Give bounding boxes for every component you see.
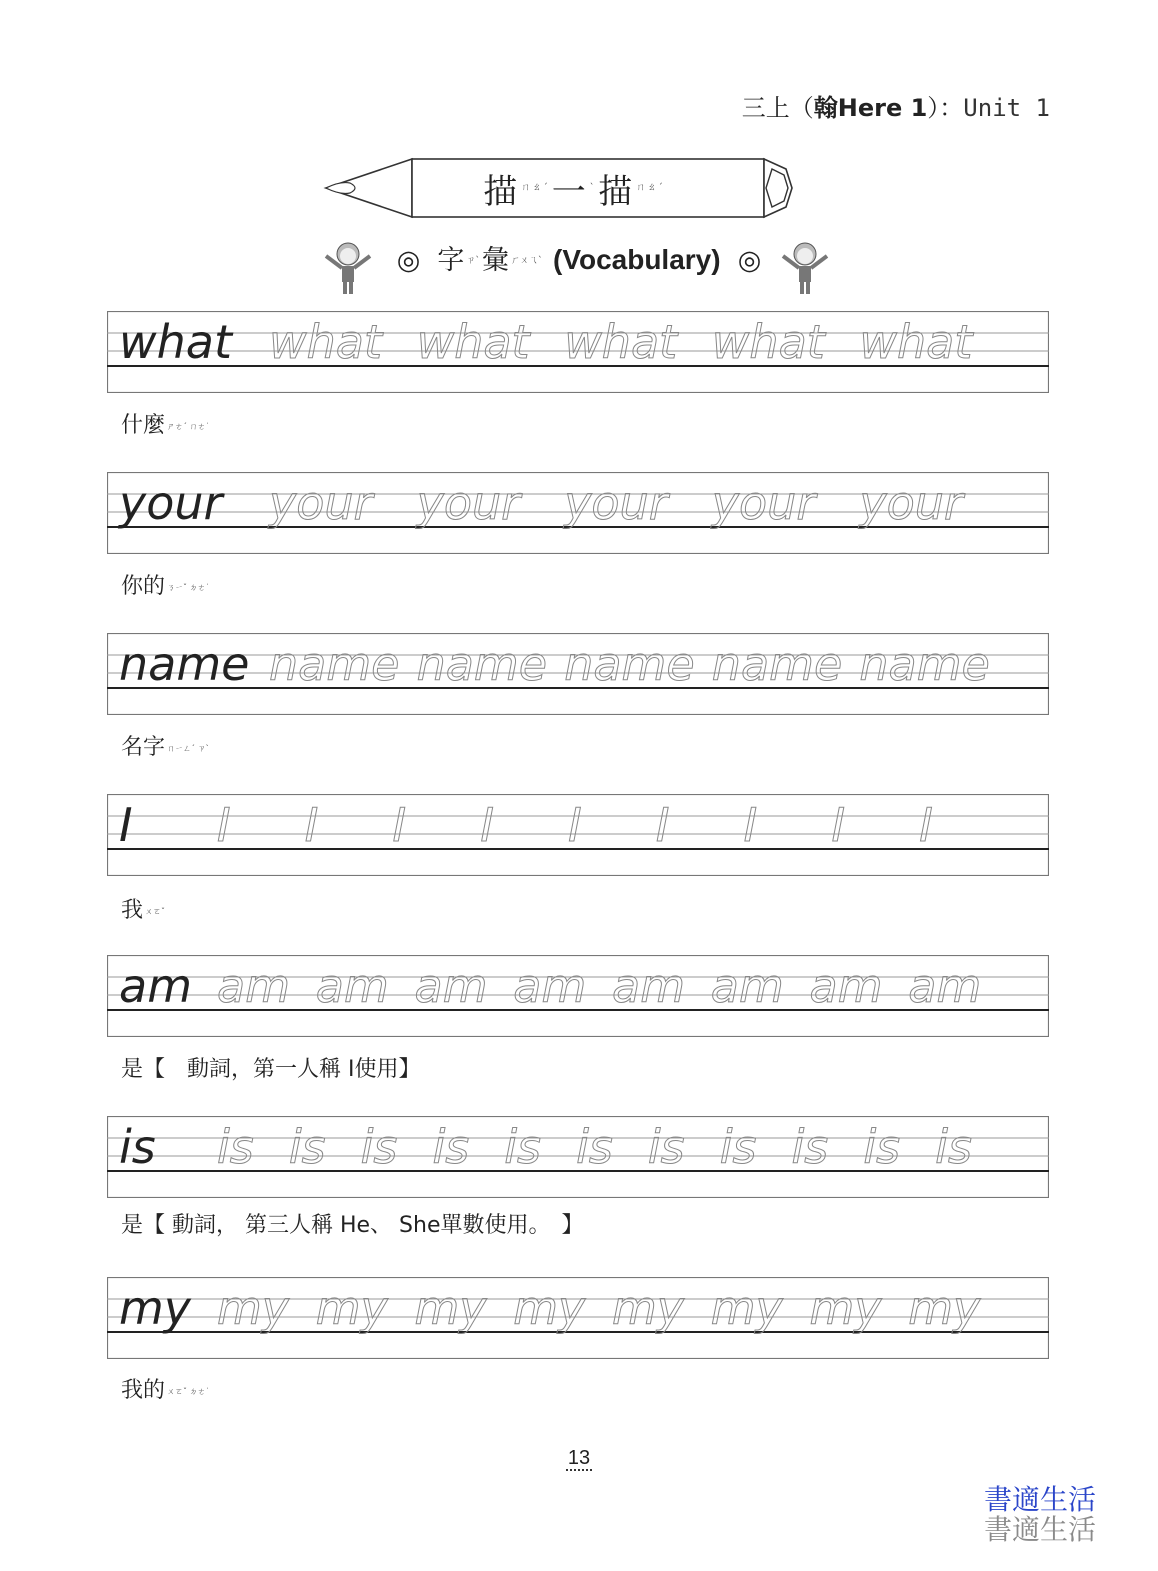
practice-row-name [107, 633, 1049, 715]
practice-row-i [107, 794, 1049, 876]
practice-row-am [107, 955, 1049, 1037]
circle-mark: ◎ [737, 245, 762, 276]
meaning-text: 是【 動詞，第一人稱 I使用】 [121, 1057, 421, 1082]
meaning-text: 我的 [121, 1378, 166, 1403]
kid-cheering-icon [775, 236, 835, 296]
heading-char: 字 [437, 245, 465, 276]
practice-row-your [107, 472, 1049, 554]
trace-word: am [217, 959, 290, 1013]
trace-word: I [919, 798, 933, 852]
model-word: what [119, 315, 233, 369]
word-meaning [121, 893, 167, 924]
trace-word: am [414, 959, 488, 1013]
word-meaning [121, 408, 212, 439]
trace-word: is [935, 1120, 972, 1174]
trace-word: is [647, 1120, 685, 1174]
model-word: I [119, 798, 133, 852]
title-char: 一 [551, 171, 588, 212]
word-meaning [121, 1208, 584, 1239]
trace-word: am [809, 959, 883, 1013]
header-suffix: ）： [927, 94, 964, 122]
meaning-ruby: ㄨㄛˇ ㄉㄜ˙ [167, 1386, 210, 1396]
trace-word: what [859, 315, 973, 369]
circle-mark: ◎ [396, 245, 421, 276]
trace-word: name [416, 637, 548, 691]
watermark-logo: 書適生活 [983, 1483, 1096, 1516]
title-char: 描 [483, 171, 520, 212]
meaning-text: 名字 [121, 735, 166, 760]
trace-word: is [863, 1120, 901, 1174]
page-number [0, 1447, 1158, 1470]
watermark-logo-shadow: 書適生活 [983, 1513, 1096, 1546]
trace-word: name [859, 637, 990, 691]
trace-word: your [711, 476, 816, 530]
meaning-text: 什麼 [121, 413, 166, 438]
trace-word: my [513, 1281, 586, 1335]
trace-word: my [612, 1281, 685, 1335]
model-word: your [119, 476, 223, 530]
heading-ruby: ㄏㄨㄟˋ [510, 256, 543, 266]
trace-word: my [710, 1281, 783, 1335]
model-word: name [119, 637, 250, 691]
trace-word: is [360, 1120, 398, 1174]
trace-word: I [392, 798, 407, 852]
trace-word: name [711, 637, 843, 691]
trace-word: what [269, 315, 383, 369]
trace-word: I [568, 798, 582, 852]
trace-word: I [480, 798, 494, 852]
trace-word: I [304, 798, 319, 852]
heading-char: 彙 [481, 245, 509, 276]
word-meaning [121, 730, 212, 761]
meaning-text: 你的 [121, 574, 166, 599]
trace-word: is [576, 1120, 613, 1174]
trace-word: I [831, 798, 846, 852]
trace-word: am [908, 959, 982, 1013]
trace-word: am [710, 959, 784, 1013]
trace-word: my [315, 1281, 388, 1335]
word-meaning [121, 1052, 420, 1083]
trace-word: my [809, 1281, 882, 1335]
meaning-ruby: ㄇㄧㄥˊ ㄗˋ [167, 743, 210, 753]
meaning-text: 是【 動詞， 第三人稱 He、 She單數使用。 】 [121, 1213, 584, 1238]
practice-row-what [107, 311, 1049, 393]
title-ruby: ㄇㄠˊ [636, 182, 665, 193]
trace-word: what [564, 315, 678, 369]
practice-row-is [107, 1116, 1049, 1198]
header-unit: Unit 1 [963, 94, 1050, 122]
word-meaning [121, 569, 212, 600]
heading-ruby: ㄗˋ [466, 256, 480, 266]
title-ruby: ㄇㄠˊ [521, 182, 550, 193]
trace-word: is [791, 1120, 829, 1174]
section-title [415, 160, 735, 216]
practice-row-my [107, 1277, 1049, 1359]
word-meaning [121, 1373, 212, 1404]
meaning-ruby: ㄨㄛˇ [145, 906, 166, 916]
trace-word: what [416, 315, 530, 369]
trace-word: your [269, 476, 373, 530]
trace-word: is [288, 1120, 326, 1174]
trace-word: is [217, 1120, 254, 1174]
trace-word: your [859, 476, 963, 530]
trace-word: name [564, 637, 695, 691]
trace-word: is [719, 1120, 757, 1174]
model-word: is [119, 1120, 156, 1174]
trace-word: my [414, 1281, 487, 1335]
heading-english: (Vocabulary) [553, 244, 721, 275]
trace-word: name [269, 637, 400, 691]
vocabulary-heading [0, 238, 1158, 277]
trace-word: my [908, 1281, 981, 1335]
trace-word: your [564, 476, 668, 530]
page-header [742, 88, 1050, 123]
meaning-ruby: ㄕㄜˊ ㄇㄜ˙ [167, 421, 210, 431]
meaning-text: 我 [121, 898, 144, 923]
header-book: 翰Here 1 [813, 94, 928, 122]
trace-word: am [513, 959, 587, 1013]
title-ruby: ˋ [589, 182, 597, 193]
title-char: 描 [598, 171, 635, 212]
trace-word: I [655, 798, 670, 852]
trace-word: my [217, 1281, 290, 1335]
trace-word: I [743, 798, 758, 852]
trace-word: I [217, 798, 231, 852]
model-word: my [119, 1281, 192, 1335]
trace-word: is [432, 1120, 470, 1174]
page-number-text: 13 [567, 1447, 591, 1469]
meaning-ruby: ㄋㄧˇ ㄉㄜ˙ [167, 582, 210, 592]
header-prefix: 三上（ [741, 94, 814, 122]
model-word: am [119, 959, 192, 1013]
trace-word: am [315, 959, 389, 1013]
trace-word: your [416, 476, 521, 530]
trace-word: what [711, 315, 825, 369]
trace-word: is [504, 1120, 542, 1174]
trace-word: am [612, 959, 685, 1013]
